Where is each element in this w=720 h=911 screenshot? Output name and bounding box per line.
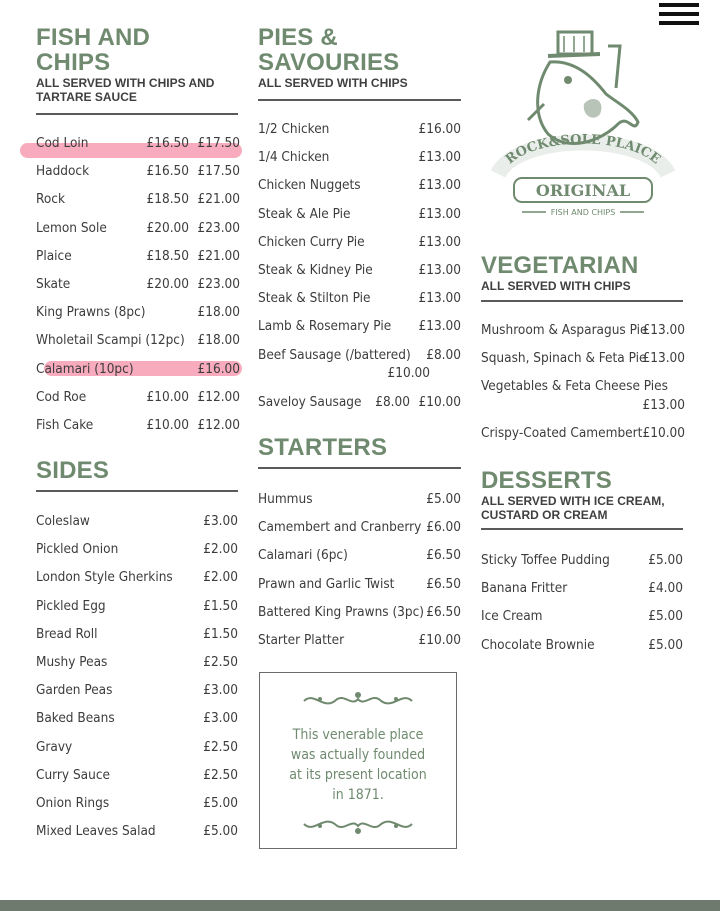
- pies-title-line1: PIES &: [258, 24, 338, 51]
- menu-item-name: Hummus: [258, 491, 313, 507]
- divider: [481, 528, 683, 530]
- menu-item-price: £13.00: [418, 290, 461, 307]
- menu-item: [481, 631, 683, 659]
- menu-item-name: Ice Cream: [481, 608, 543, 625]
- footer-bar: [0, 900, 720, 911]
- menu-item-price: £13.00: [418, 205, 461, 222]
- menu-item-price: £5.00: [203, 823, 238, 840]
- fish-and-chips-list: [36, 129, 240, 439]
- menu-item-price: £2.00: [203, 569, 238, 586]
- menu-item: [258, 626, 461, 654]
- menu-item-price: £16.00: [418, 121, 461, 137]
- logo-bottom-text: FISH AND CHIPS: [550, 208, 616, 217]
- vegetarian-title: VEGETARIAN: [481, 252, 639, 279]
- menu-item: [258, 228, 461, 256]
- menu-item: [36, 411, 240, 439]
- menu-item-price: £5.00: [203, 794, 238, 811]
- starters-list: [258, 485, 461, 654]
- menu-item-price: £10.00: [146, 416, 189, 433]
- menu-item: [36, 817, 238, 845]
- menu-item: [481, 316, 685, 344]
- pies-subtitle: ALL SERVED WITH CHIPS: [258, 76, 408, 90]
- menu-item-name: Gravy: [36, 738, 73, 755]
- menu-item-price-alt: £10.00: [387, 364, 430, 381]
- menu-item: [258, 570, 461, 598]
- menu-item-name: Chicken Nuggets: [258, 177, 361, 194]
- menu-item-name: Lemon Sole: [36, 219, 107, 236]
- menu-item-name: Saveloy Sausage: [258, 393, 362, 410]
- rock-and-sole-plaice-logo: [488, 24, 678, 224]
- menu-item-price-large: £21.00: [197, 191, 240, 208]
- menu-item-name: Onion Rings: [36, 794, 110, 811]
- menu-item-name: Cod Loin: [36, 135, 89, 151]
- menu-item: [258, 598, 461, 626]
- menu-item: [258, 388, 461, 416]
- menu-item-price: £18.50: [146, 247, 189, 264]
- menu-item: [36, 592, 238, 620]
- menu-item-name: Bread Roll: [36, 625, 98, 642]
- menu-item-price: £16.50: [146, 135, 189, 151]
- menu-item-price: £6.50: [426, 575, 461, 592]
- menu-item: [36, 761, 238, 789]
- divider: [481, 300, 683, 302]
- menu-item: [36, 648, 238, 676]
- menu-item-price-large: £17.50: [197, 163, 240, 180]
- menu-item-price: £2.50: [203, 766, 238, 783]
- quote-line: in 1871.: [332, 787, 384, 803]
- menu-item-price: £5.00: [648, 636, 683, 653]
- menu-item-name: Calamari (10pc): [36, 360, 134, 377]
- menu-item-name: King Prawns (8pc): [36, 304, 146, 321]
- menu-item-name: Steak & Ale Pie: [258, 205, 351, 222]
- menu-item-price: £6.00: [426, 519, 461, 536]
- menu-item-price: £10.00: [418, 631, 461, 648]
- menu-item-price-large: £10.00: [418, 393, 461, 410]
- menu-item: [36, 355, 240, 383]
- menu-item-name: Skate: [36, 275, 71, 292]
- desserts-section: [481, 468, 683, 530]
- menu-item-name: Pickled Egg: [36, 597, 106, 614]
- menu-item: [36, 704, 238, 732]
- menu-item-name: Rock: [36, 191, 65, 208]
- menu-item-price: £2.00: [203, 541, 238, 558]
- desserts-list: [481, 546, 683, 659]
- menu-item-price: £4.00: [648, 580, 683, 597]
- menu-item-price-large: £21.00: [197, 247, 240, 264]
- menu-item-price: £18.00: [197, 332, 240, 349]
- menu-bar: [659, 12, 699, 16]
- menu-item-price: £1.50: [203, 597, 238, 614]
- menu-item-name: Steak & Kidney Pie: [258, 261, 373, 278]
- ornament-top-icon: [298, 687, 418, 713]
- sides-list: [36, 507, 238, 845]
- menu-item: [481, 546, 683, 574]
- menu-item: [258, 256, 461, 284]
- menu-item: [36, 383, 240, 411]
- history-quote-box: [259, 672, 457, 849]
- menu-item-price: £2.50: [203, 738, 238, 755]
- menu-item: [36, 270, 240, 298]
- menu-item-name: Fish Cake: [36, 416, 94, 433]
- fish-and-chips-title: FISH AND CHIPS: [36, 24, 151, 76]
- menu-item: [36, 620, 238, 648]
- menu-item: [36, 326, 240, 354]
- menu-item: [258, 341, 461, 388]
- menu-item-price: £6.50: [426, 603, 461, 620]
- menu-item-name: Mixed Leaves Salad: [36, 823, 156, 840]
- pies-section: [258, 25, 461, 101]
- menu-item-price-large: £12.00: [197, 388, 240, 405]
- menu-item: [258, 541, 461, 569]
- menu-item-name: Prawn and Garlic Twist: [258, 575, 395, 592]
- divider: [258, 467, 461, 469]
- menu-item-name: London Style Gherkins: [36, 569, 173, 586]
- menu-item-name: Sticky Toffee Pudding: [481, 552, 610, 568]
- menu-item-price-large: £12.00: [197, 416, 240, 433]
- pies-list: [258, 115, 461, 416]
- menu-item-price: £13.00: [418, 233, 461, 250]
- vegetarian-subtitle: ALL SERVED WITH CHIPS: [481, 279, 631, 293]
- menu-item: [481, 372, 685, 419]
- menu-item-name: Calamari (6pc): [258, 547, 348, 564]
- menu-item-price: £13.00: [642, 397, 685, 414]
- menu-item: [258, 200, 461, 228]
- menu-item: [258, 284, 461, 312]
- menu-item-name: Haddock: [36, 163, 90, 180]
- quote-line: was actually founded: [290, 747, 426, 763]
- menu-item-price: £16.50: [146, 163, 189, 180]
- menu-item-name: 1/4 Chicken: [258, 149, 330, 166]
- menu-item-price: £13.00: [418, 149, 461, 166]
- menu-item-name: Wholetail Scampi (12pc): [36, 332, 185, 349]
- logo-top-text: ROCK&SOLE PLAICE: [502, 132, 664, 168]
- menu-item-name: 1/2 Chicken: [258, 121, 330, 137]
- menu-item-price: £13.00: [418, 261, 461, 278]
- menu-item-name: Coleslaw: [36, 513, 90, 529]
- menu-item: [258, 171, 461, 199]
- menu-item-price: £8.00: [375, 393, 410, 410]
- menu-item-price: £10.00: [642, 425, 685, 442]
- menu-item-price: £13.00: [418, 177, 461, 194]
- menu-item-price: £13.00: [418, 318, 461, 335]
- menu-item-price: £18.00: [197, 304, 240, 321]
- menu-item-price: £8.00: [426, 346, 461, 363]
- menu-item: [36, 157, 240, 185]
- divider: [258, 99, 461, 101]
- menu-item-price: £3.00: [203, 710, 238, 727]
- history-quote-text: [270, 725, 446, 805]
- menu-item-price-large: £23.00: [197, 219, 240, 236]
- vegetarian-section: [481, 253, 683, 302]
- menu-item-name: Beef Sausage (/battered): [258, 346, 411, 363]
- menu-item-name: Pickled Onion: [36, 541, 119, 558]
- menu-item: [36, 242, 240, 270]
- menu-item: [36, 298, 240, 326]
- fish-and-chips-section: [36, 25, 238, 115]
- menu-item: [36, 563, 238, 591]
- menu-item-price: £20.00: [146, 275, 189, 292]
- menu-item-price: £6.50: [426, 547, 461, 564]
- menu-item: [481, 419, 685, 447]
- fish-and-chips-subtitle: ALL SERVED WITH CHIPS AND TARTARE SAUCE: [36, 76, 215, 104]
- sides-title: SIDES: [36, 457, 110, 484]
- menu-item-price: £20.00: [146, 219, 189, 236]
- menu-item-name: Garden Peas: [36, 682, 113, 699]
- menu-item: [258, 115, 461, 143]
- menu-item-name: Lamb & Rosemary Pie: [258, 318, 392, 335]
- quote-line: This venerable place: [292, 727, 424, 743]
- menu-item-price-large: £23.00: [197, 275, 240, 292]
- quote-line: at its present location: [289, 767, 427, 783]
- menu-item-price: £13.00: [642, 350, 685, 367]
- sides-section: [36, 458, 238, 492]
- menu-item-name: Chocolate Brownie: [481, 636, 595, 653]
- menu-item-name: Camembert and Cranberry: [258, 519, 422, 536]
- menu-item: [481, 602, 683, 630]
- logo-middle-text: ORIGINAL: [535, 181, 631, 200]
- menu-item: [36, 507, 238, 535]
- menu-item-price: £2.50: [203, 653, 238, 670]
- menu-item: [36, 535, 238, 563]
- menu-item-price: £5.00: [648, 552, 683, 568]
- divider: [36, 490, 238, 492]
- menu-item-name: Cod Roe: [36, 388, 87, 405]
- desserts-title: DESSERTS: [481, 467, 612, 494]
- menu-item: [36, 185, 240, 213]
- menu-item-price: £18.50: [146, 191, 189, 208]
- menu-item: [36, 214, 240, 242]
- menu-item: [36, 733, 238, 761]
- menu-item: [481, 574, 683, 602]
- menu-item-price: £5.00: [648, 608, 683, 625]
- pies-title: [258, 25, 461, 75]
- menu-item-name: Crispy-Coated Camembert: [481, 425, 643, 442]
- menu-item-price: £16.00: [197, 360, 240, 377]
- menu-item-name: Mushy Peas: [36, 653, 108, 670]
- divider: [36, 113, 238, 115]
- starters-section: [258, 435, 461, 469]
- menu-item: [258, 312, 461, 340]
- starters-title: STARTERS: [258, 434, 388, 461]
- menu-item-name: Starter Platter: [258, 631, 345, 648]
- vegetarian-list: [481, 316, 685, 448]
- menu-item-name: Chicken Curry Pie: [258, 233, 365, 250]
- menu-item: [258, 513, 461, 541]
- ornament-bottom-icon: [298, 812, 418, 838]
- menu-bar: [659, 3, 699, 7]
- menu-item-name: Steak & Stilton Pie: [258, 290, 371, 307]
- menu-item-name: Baked Beans: [36, 710, 115, 727]
- menu-item: [258, 143, 461, 171]
- menu-item-name: Mushroom & Asparagus Pie: [481, 322, 648, 338]
- menu-item-price-large: £17.50: [197, 135, 240, 151]
- menu-item: [258, 485, 461, 513]
- menu-item: [481, 344, 685, 372]
- menu-item-name: Vegetables & Feta Cheese Pies: [481, 378, 668, 395]
- menu-item: [36, 789, 238, 817]
- menu-item-name: Banana Fritter: [481, 580, 568, 597]
- menu-item-price: £13.00: [642, 322, 685, 338]
- menu-item: [36, 676, 238, 704]
- menu-item-price: £3.00: [203, 682, 238, 699]
- menu-item-name: Squash, Spinach & Feta Pie: [481, 350, 647, 367]
- menu-item-price: £3.00: [203, 513, 238, 529]
- menu-item: [36, 129, 240, 157]
- desserts-subtitle: ALL SERVED WITH ICE CREAM, CUSTARD OR CREAM: [481, 494, 665, 522]
- menu-item-name: Plaice: [36, 247, 72, 264]
- pies-title-line2: SAVOURIES: [258, 49, 400, 76]
- menu-item-price: £10.00: [146, 388, 189, 405]
- menu-item-name: Battered King Prawns (3pc): [258, 603, 425, 620]
- menu-item-name: Curry Sauce: [36, 766, 110, 783]
- menu-item-price: £1.50: [203, 625, 238, 642]
- menu-item-price: £5.00: [426, 491, 461, 507]
